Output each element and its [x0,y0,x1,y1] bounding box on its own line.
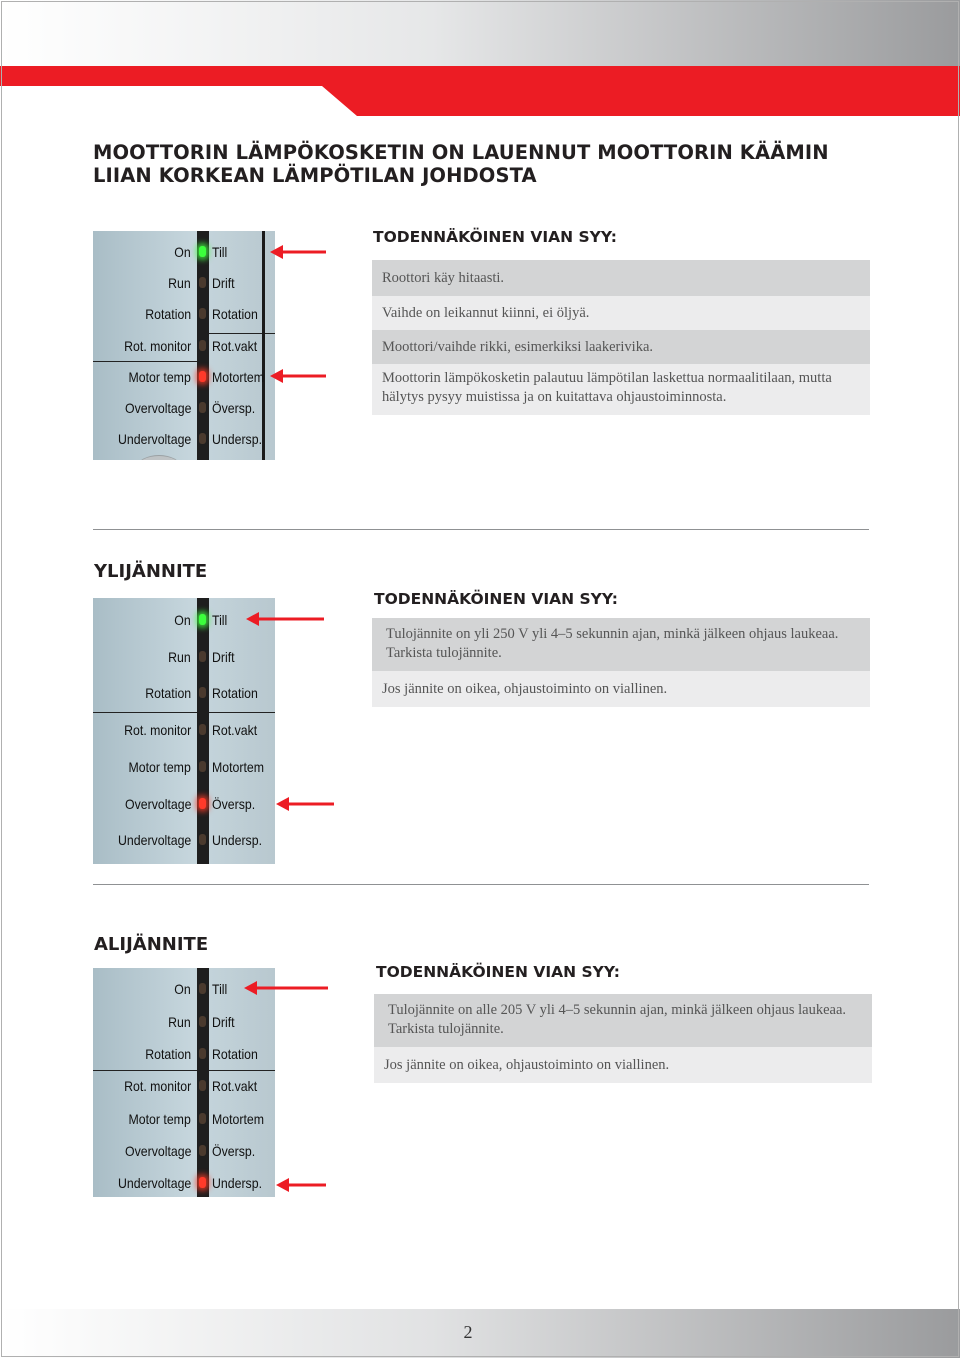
page-title-line-1: MOOTTORIN LÄMPÖKOSKETIN ON LAUENNUT MOOTTORIN KÄÄMIN [93,141,829,164]
panel-row-undervoltage: Undervoltage Undersp. [117,1175,262,1191]
led-undervoltage [199,433,206,444]
section-divider [93,529,869,530]
panel-row-on: On Till [174,244,228,260]
panel-row-overvoltage: Overvoltage Översp. [124,400,256,416]
led-on-lit [199,246,206,257]
page-title-line-2: LIIAN KORKEAN LÄMPÖTILAN JOHDOSTA [93,164,537,187]
led-undervoltage [199,834,206,845]
led-run [199,651,206,662]
page-number: 2 [463,1322,473,1342]
panel-row-run: Run Drift [168,649,235,665]
arrow-left-icon [276,1177,328,1193]
panel-row-rot-monitor: Rot. monitor Rot.vakt [123,1078,258,1094]
arrow-left-icon [276,796,336,812]
panel-row-motor-temp: Motor temp Motortem [128,759,265,775]
section-title-overvoltage: YLIJÄNNITE [94,561,208,582]
led-on-lit [199,614,206,625]
panel-row-run: Run Drift [168,275,235,291]
led-overvoltage-lit [199,798,206,809]
panel-row-rotation: Rotation Rotation [145,306,258,322]
led-motor-temp [199,761,206,772]
led-motor-temp-lit [199,371,206,382]
cause-item: Jos jännite on oikea, ohjaustoiminto on viallinen. [374,1047,872,1083]
indicator-panel-overvoltage [93,598,275,864]
header-red-band [0,66,960,116]
cause-heading: TODENNÄKÖINEN VIAN SYY: [376,963,620,981]
panel-row-run: Run Drift [168,1014,235,1030]
cause-item: Moottorin lämpökosketin palautuu lämpötilan laskettua normaalitilaan, mutta hälytys pysyy muistissa ja on kuitattava ohjaustoiminnosta. [372,364,870,415]
panel-row-rotation: Rotation Rotation [145,1046,258,1062]
arrow-left-icon [246,611,326,627]
panel-row-motor-temp: Motor temp Motortem [128,1111,265,1127]
cause-list [372,618,870,707]
panel-row-on: On Till [174,981,228,997]
cause-item: Jos jännite on oikea, ohjaustoiminto on viallinen. [372,671,870,707]
panel-row-undervoltage: Undervoltage Undersp. [117,832,262,848]
led-rot-monitor [199,724,206,735]
arrow-left-icon [270,244,328,260]
panel-row-motor-temp: Motor temp Motortem [128,369,265,385]
led-run [199,1016,206,1027]
arrow-left-icon [244,980,330,996]
panel-row-rot-monitor: Rot. monitor Rot.vakt [123,338,258,354]
section-title-undervoltage: ALIJÄNNITE [94,934,209,955]
cause-item: Tulojännite on alle 205 V yli 4–5 sekunnin ajan, minkä jälkeen ohjaus laukeaa. Tarkista tulojännite. [374,994,872,1047]
header-gradient-band [0,0,960,66]
panel-row-undervoltage: Undervoltage Undersp. [117,431,262,447]
panel-row-rotation: Rotation Rotation [145,685,258,701]
led-motor-temp [199,1113,206,1124]
cause-item: Roottori käy hitaasti. [372,260,870,296]
panel-row-rot-monitor: Rot. monitor Rot.vakt [123,722,258,738]
led-overvoltage [199,1145,206,1156]
led-rotation [199,308,206,319]
panel-row-overvoltage: Overvoltage Översp. [124,796,256,812]
cause-heading: TODENNÄKÖINEN VIAN SYY: [374,590,618,608]
cause-item: Moottori/vaihde rikki, esimerkiksi laakerivika. [372,330,870,364]
led-overvoltage [199,402,206,413]
page-title [93,141,893,187]
led-on [199,983,206,994]
cause-list [372,260,870,415]
led-rot-monitor [199,1080,206,1091]
led-rotation [199,1048,206,1059]
cause-item: Vaihde on leikannut kiinni, ei öljyä. [372,296,870,330]
arrow-left-icon [270,368,328,384]
led-rot-monitor [199,340,206,351]
led-rotation [199,687,206,698]
cause-list [374,994,872,1083]
indicator-panel-undervoltage [93,968,275,1197]
cause-item: Tulojännite on yli 250 V yli 4–5 sekunnin ajan, minkä jälkeen ohjaus laukeaa. Tarkista tulojännite. [372,618,870,671]
led-undervoltage-lit [199,1177,206,1188]
panel-row-on: On Till [174,612,228,628]
panel-row-overvoltage: Overvoltage Översp. [124,1143,256,1159]
led-run [199,277,206,288]
section-divider [93,884,869,885]
indicator-panel-motor-temp [93,231,275,460]
panel-knob [137,455,181,460]
cause-heading: TODENNÄKÖINEN VIAN SYY: [373,228,617,246]
